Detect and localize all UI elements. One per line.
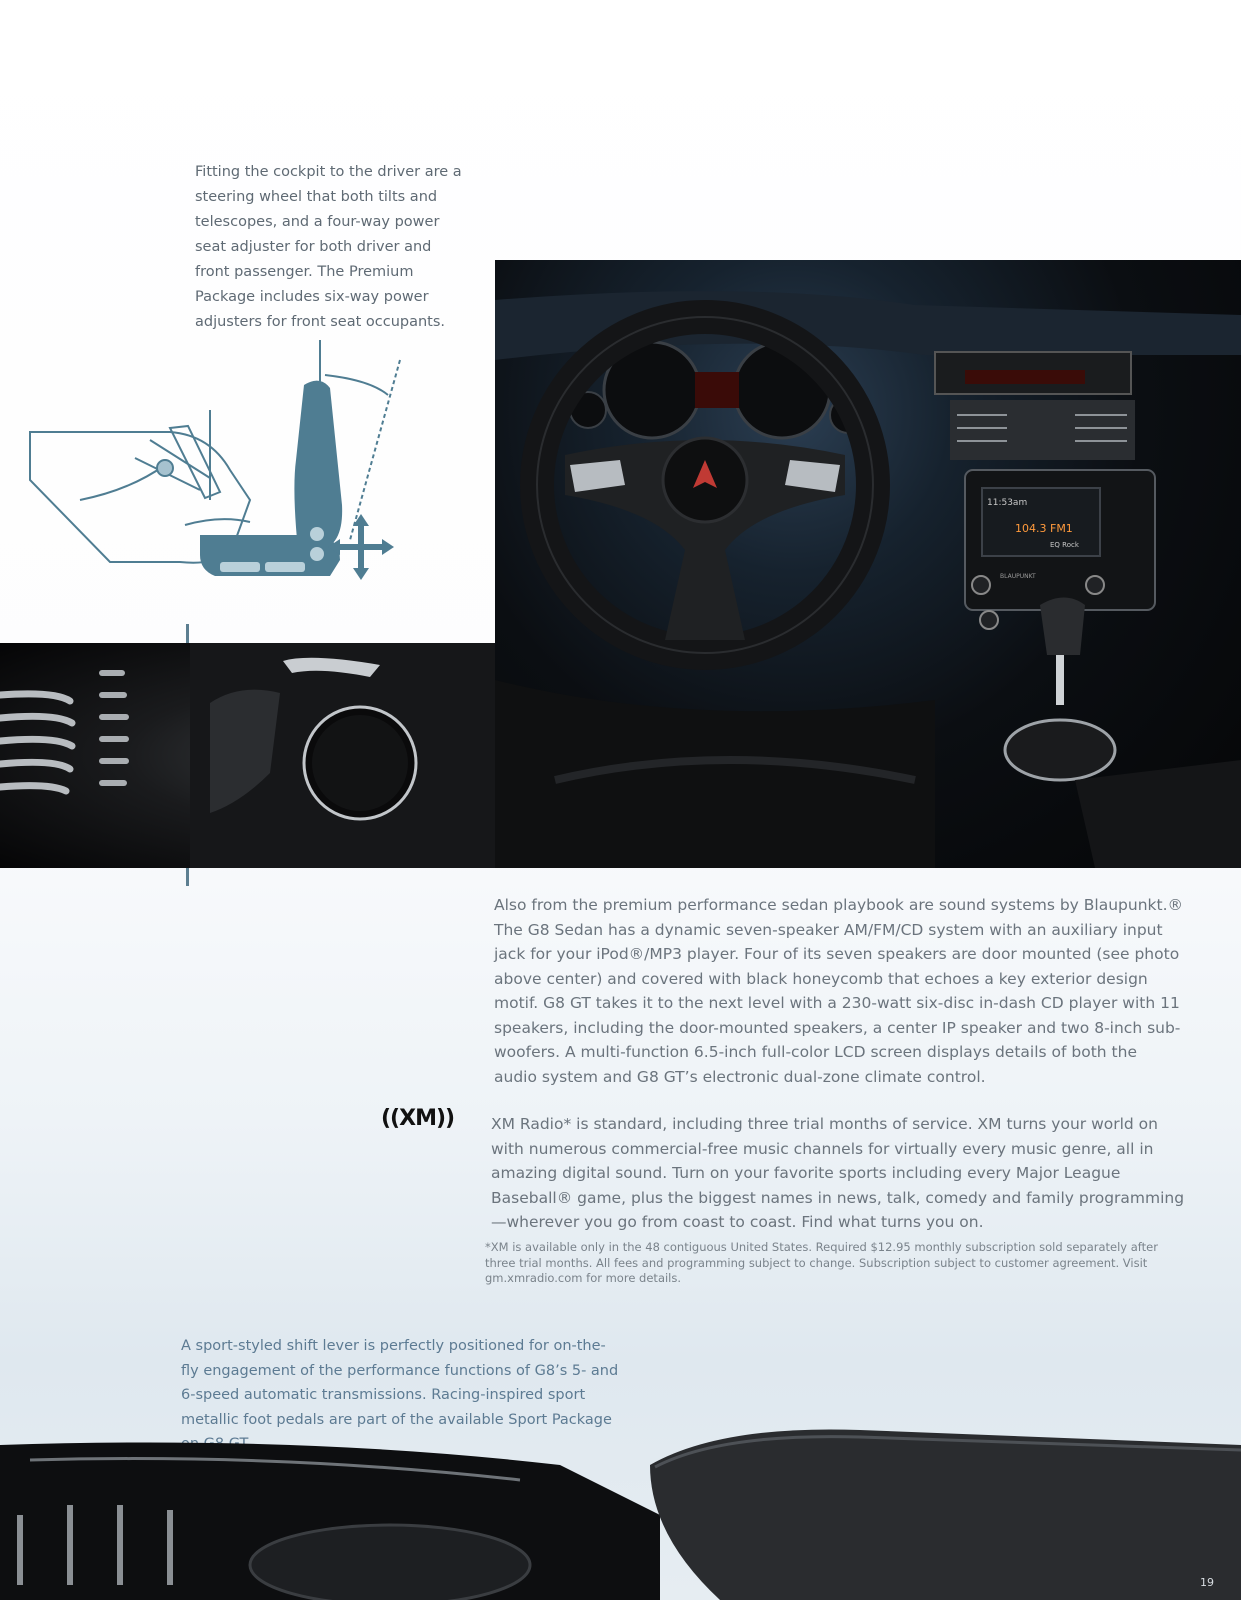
display-brand: BLAUPUNKT <box>1000 573 1036 580</box>
xm-footnote: *XM is available only in the 48 contiguous United States. Required $12.95 monthly subscription sold separately after three trial months. All fees and programming subject to change. Subscription subject to customer agreement. Visit gm.xmradio.com for more details. <box>485 1240 1158 1285</box>
display-time: 11:53am <box>987 498 1028 508</box>
center-console-photo <box>0 1425 1241 1600</box>
xm-radio-paragraph: XM Radio* is standard, including three trial months of service. XM turns your world on with numerous commercial-free music channels for virtually every music genre, all in amazing digital sound. Turn on your favorite sports including every Major League Baseball® game, plus the biggest names in news, talk, comedy and family programming—wherever you go from coast to coast. Find what turns you on. <box>491 1115 1185 1231</box>
display-eq: EQ Rock <box>1050 541 1079 549</box>
cockpit-dashboard-photo <box>495 260 1241 868</box>
intro-caption: Fitting the cockpit to the driver are a steering wheel that both tilts and telescopes, and a four-way power seat adjuster for both driver and front passenger. The Premium Package includes six-way power adjusters for front seat occupants. <box>195 164 462 330</box>
audio-system-paragraph: Also from the premium performance sedan playbook are sound systems by Blaupunkt.® The G8 Sedan has a dynamic seven-speaker AM/FM/CD system with an auxiliary input jack for your iPod®/MP3 player. Four of its seven speakers are door mounted (see photo above center) and covered with black honeycomb that echoes a key exterior design motif. G8 GT takes it to the next level with a 230-watt six-disc in-dash CD player with 11 speakers, including the door-mounted speakers, a center IP speaker and two 8-inch sub-woofers. A multi-function 6.5-inch full-color LCD screen displays details of both the audio system and G8 GT’s electronic dual-zone climate control. <box>494 896 1184 1086</box>
door-speaker-photo <box>0 643 495 868</box>
page-number: 19 <box>1200 1576 1214 1589</box>
seat-adjustment-diagram-icon <box>20 340 420 610</box>
shift-lever-caption: A sport-styled shift lever is perfectly positioned for on-the-fly engagement of the performance functions of G8’s 5- and 6-speed automatic transmissions. Racing-inspired sport metallic foot pedals are part of the available Sport Package <box>181 1338 619 1428</box>
display-station: 104.3 FM1 <box>1015 522 1073 535</box>
xm-radio-logo: ((XM)) <box>381 1106 455 1131</box>
